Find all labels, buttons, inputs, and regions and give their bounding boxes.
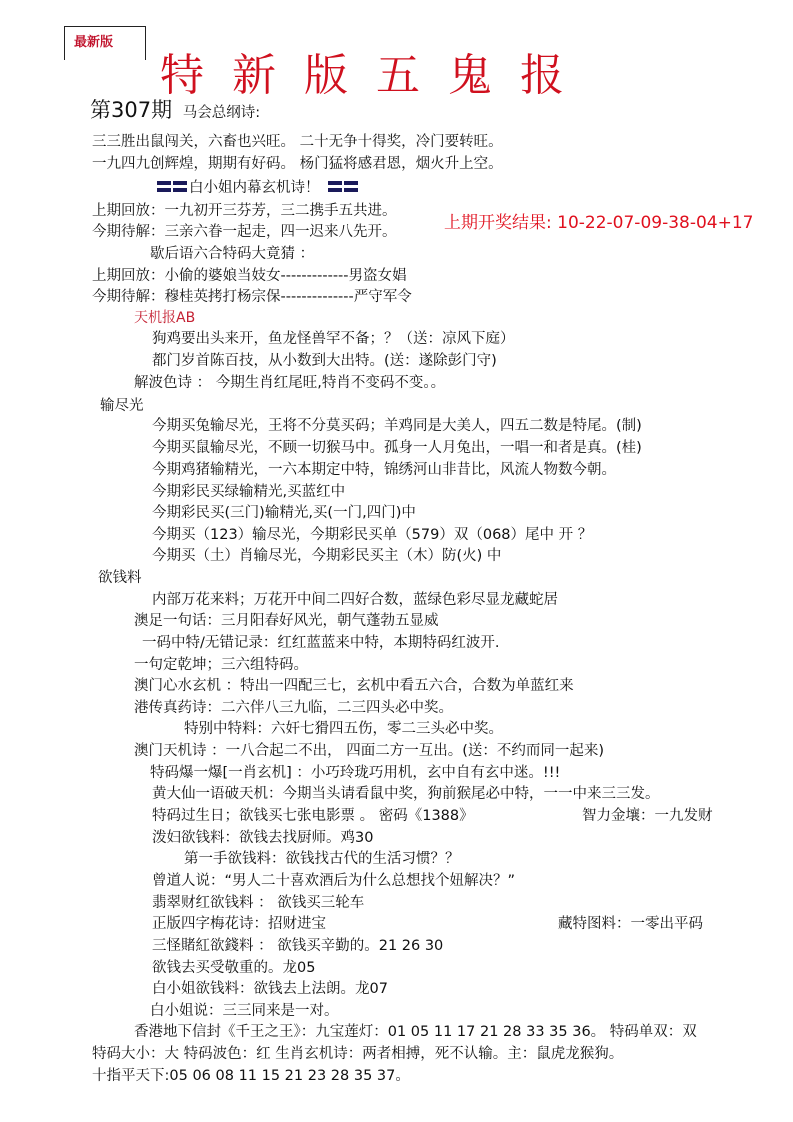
qiankun-line: 一句定乾坤；三六组特码。 [134, 657, 308, 673]
poem-line-2: 一九四九创辉煌，期期有好码。 杨门猛将感君恩，烟火升上空。 [92, 156, 503, 172]
lose-line-6: 今期买（123）输尽光，今期彩民买单（579）双（068）尾中 开 ？ [152, 527, 593, 543]
tianji-line-1: 狗鸡要出头来开，鱼龙怪兽罕不备；？（送：凉风下庭） [152, 331, 515, 347]
heading-text: 白小姐内幕玄机诗！ [189, 180, 320, 196]
one-code-line: 一码中特/无错记录：红红蓝蓝来中特，本期特码红波开. [142, 635, 500, 651]
bai-xiaojie-heading [157, 178, 360, 198]
burst-line: 特码爆一爆[一肖玄机] ：小巧玲珑巧用机，玄中自有玄中迷。!!! [150, 765, 561, 781]
result-label: 上期开奖结果: [444, 213, 552, 233]
hk-envelope-line: 香港地下信封《千王之王》：九宝莲灯：01 05 11 17 21 28 33 35 36。 特码单双：双 [134, 1024, 697, 1040]
zeng-line: 曾道人说：“男人二十喜欢酒后为什么总想找个妞解决？” [152, 873, 516, 889]
first-hand-line: 第一手欲钱料：欲钱找古代的生活习惯？？ [184, 851, 460, 867]
birthday-line: 特码过生日；欲钱买七张电影票 。 密码《1388》 [152, 808, 474, 824]
jade-line: 翡翠财红欲钱料 ： 欲钱买三轮车 [152, 895, 365, 911]
lose-line-5: 今期彩民买(三门)输精光,买(一门,四门)中 [152, 505, 416, 521]
issue-subtitle: 马会总纲诗: [182, 105, 261, 121]
current-riddle-2: 今期待解：穆桂英拷打杨宗保--------------严守军令 [92, 289, 412, 305]
wong-tai-sin-line: 黄大仙一语破天机：今期当头请看鼠中奖，狗前猴尾必中特，一一中来三三发。 [152, 786, 660, 802]
three-monsters-line: 三怪賭紅欲錢料 ： 欲钱买辛勤的。21 26 30 [152, 938, 444, 954]
lose-line-3: 今期鸡猪输精光，一六本期定中特，锦绣河山非昔比，风流人物数今朝。 [152, 462, 616, 478]
plum-poem-line: 正版四字梅花诗：招财进宝 [152, 916, 326, 932]
badge-label: 最新版 [74, 35, 114, 50]
macau-tianji-line: 澳门天机诗 ：一八合起二不出， 四面二方一互出。(送：不约而同一起来) [134, 743, 605, 759]
lose-all-heading: 输尽光 [100, 398, 144, 414]
macau-heart-line: 澳门心水玄机 ：特出一四配三七，玄机中看五六合，合数为单蓝红来 [134, 678, 574, 694]
latest-edition-badge [64, 26, 146, 60]
ten-fingers-line: 十指平天下:05 06 08 11 15 21 23 28 35 37。 [92, 1068, 410, 1084]
special-line: 特别中特料：六奸七猾四五伤，零二三头必中奖。 [184, 721, 503, 737]
lose-line-1: 今期买兔输尽光，王将不分莫买码；羊鸡同是大美人，四五二数是特尾。(制) [152, 418, 642, 434]
last-review-1: 上期回放：一九初开三芬芳，三二携手五共进。 [92, 203, 397, 219]
result-numbers: 10-22-07-09-38-04+17 [557, 213, 754, 233]
trigram-icon [328, 181, 342, 193]
wanhua-line: 内部万花来料；万花开中间二四好合数，蓝绿色彩尽显龙藏蛇居 [152, 592, 558, 608]
current-riddle-1: 今期待解：三亲六眷一起走，四一迟来八先开。 [92, 224, 397, 240]
last-review-2: 上期回放：小偷的婆娘当妓女-------------男盗女娼 [92, 268, 407, 284]
last-draw-result [444, 208, 753, 233]
xiehouyu-heading: 歇后语六合特码大竟猜 ： [150, 246, 315, 262]
tianji-heading: 天机报AB [134, 310, 196, 326]
poem-line-1: 三三胜出鼠闯关，六畜也兴旺。 二十无争十得奖，冷门要转旺。 [92, 134, 503, 150]
bai-said-line: 白小姐说：三三同来是一对。 [150, 1003, 339, 1019]
trigram-icon [173, 181, 187, 193]
tianji-line-2: 都门岁首陈百技，从小数到大出特。(送：遂除彭门守) [152, 353, 497, 369]
aozu-line: 澳足一句话：三月阳春好风光，朝气蓬勃五显威 [134, 613, 439, 629]
color-poem: 解波色诗 ： 今期生肖红尾旺,特肖不变码不变。。 [134, 375, 446, 391]
hidden-chart-line: 藏特图料：一零出平码 [558, 916, 703, 932]
hk-fax-line: 港传真药诗：二六伴八三九临，二三四头必中奖。 [134, 700, 453, 716]
trigram-icon [157, 181, 171, 193]
respect-line: 欲钱去买受敬重的。龙05 [152, 960, 316, 976]
lose-line-2: 今期买鼠输尽光，不顾一切猴马中。孤身一人月兔出，一唱一和者是真。(桂) [152, 440, 642, 456]
money-riddle-heading: 欲钱料 [98, 570, 142, 586]
lose-line-7: 今期买（土）肖输尽光，今期彩民买主（木）防(火) 中 [152, 548, 502, 564]
page-title: 特新版五鬼报 [160, 50, 592, 101]
wisdom-line: 智力金壤：一九发财 [582, 808, 713, 824]
issue-number: 第307期 [90, 98, 173, 122]
trigram-icon [344, 181, 358, 193]
size-color-line: 特码大小：大 特码波色：红 生肖玄机诗：两者相搏，死不认输。主：鼠虎龙猴狗。 [92, 1046, 624, 1062]
bai-money-line: 白小姐欲钱料：欲钱去上法朗。龙07 [152, 981, 388, 997]
shrew-line: 泼妇欲钱料：欲钱去找厨师。鸡30 [152, 830, 374, 846]
lose-line-4: 今期彩民买绿输精光,买蓝红中 [152, 484, 346, 500]
issue-header [90, 100, 260, 123]
